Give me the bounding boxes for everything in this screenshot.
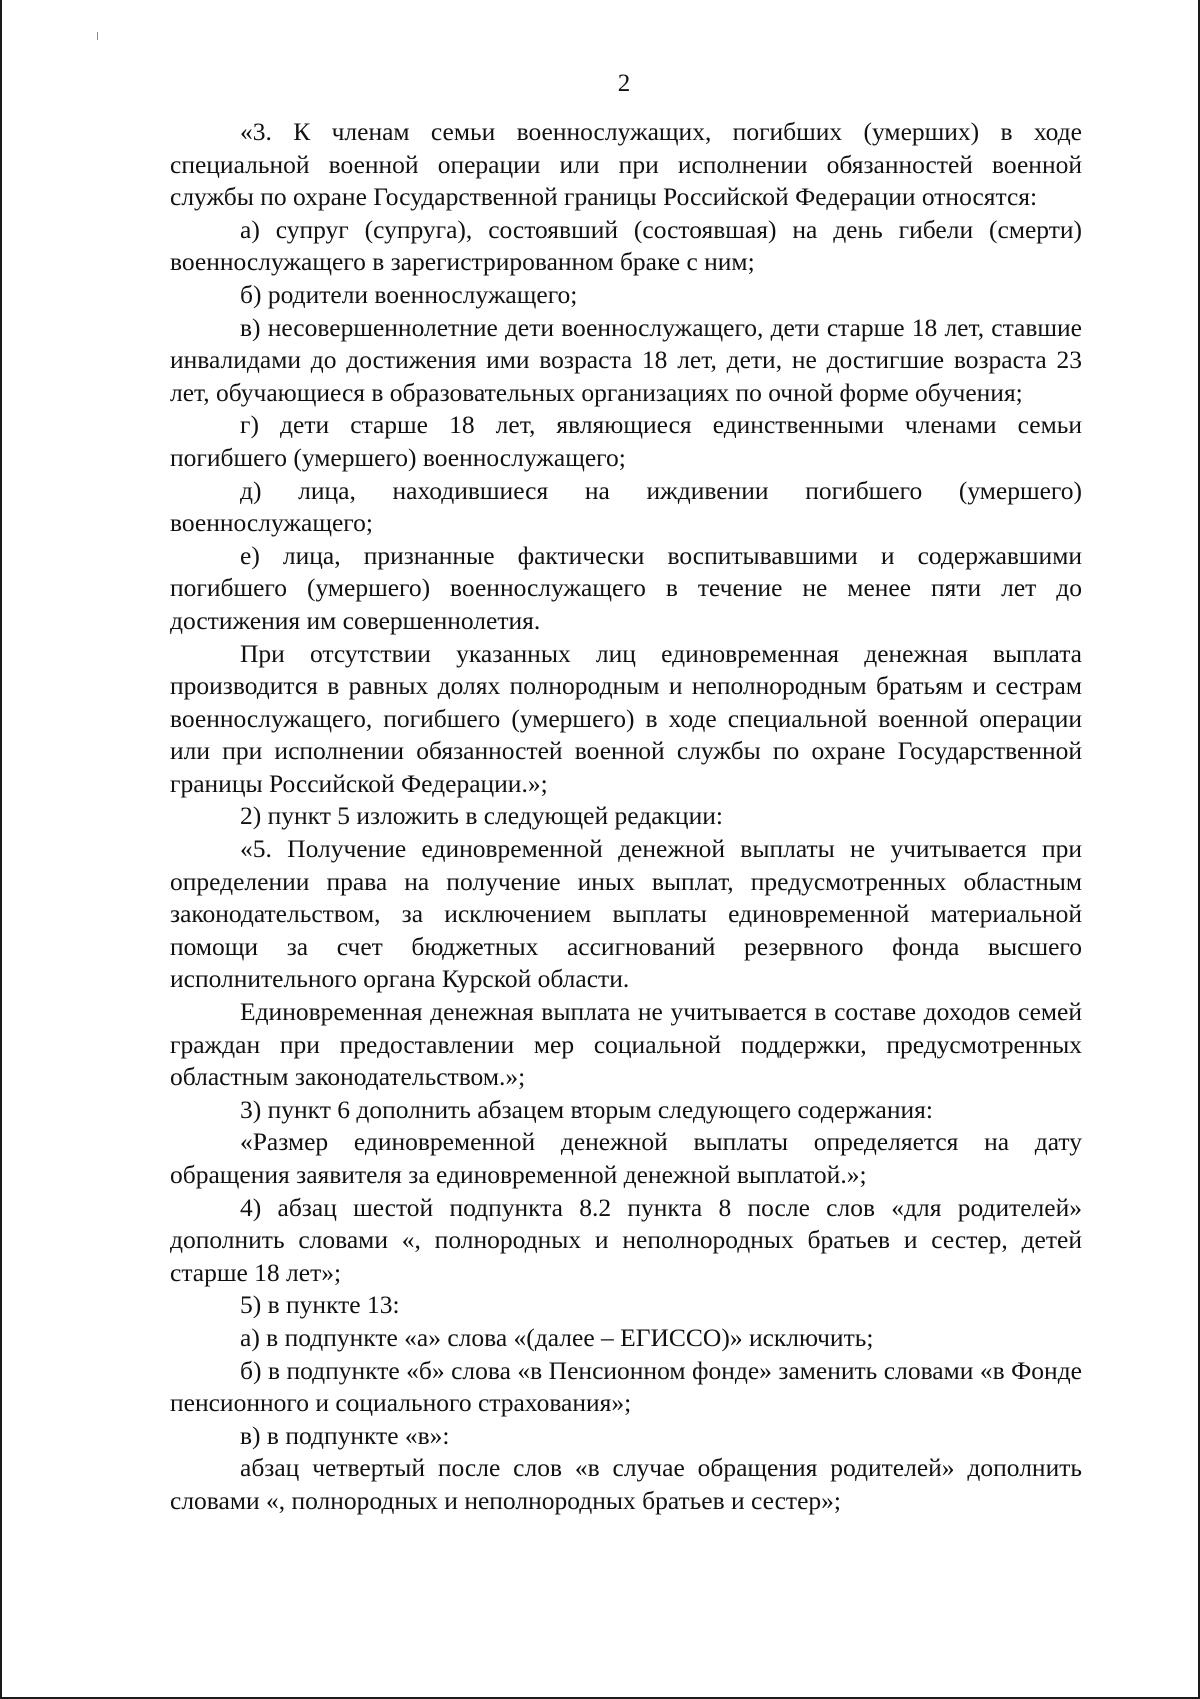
paragraph-siblings: При отсутствии указанных лиц единовременная денежная выплата производится в равных долях полнородным и неполнородным братьям и сестрам военнослужащего, погибшего (умершего) в ходе специальной военной операции или при исполнении обязанностей военной службы по охране Государственной границы Российской Федерации.»; (170, 638, 1082, 798)
document-body (170, 116, 1082, 1518)
paragraph-item-d-dependents: д) лица, находившиеся на иждивении погибшего (умершего) военнослужащего; (170, 475, 1082, 538)
paragraph-item-v-children: в) несовершеннолетние дети военнослужащего, дети старше 18 лет, ставшие инвалидами до достижения ими возраста 18 лет, дети, не достигшие возраста 23 лет, обучающиеся в образовательных организациях по очной форме обучения; (170, 312, 1082, 407)
paragraph-amend-5-v: в) в подпункте «в»: (240, 1420, 450, 1450)
paragraph-amend-5: 5) в пункте 13: (240, 1290, 400, 1320)
paragraph-clause-6-size: «Размер единовременной денежной выплаты определяется на дату обращения заявителя за единовременной денежной выплатой.»; (170, 1127, 1082, 1189)
paragraph-amend-5-a: а) в подпункте «а» слова «(далее – ЕГИССО)» исключить; (240, 1322, 874, 1352)
paragraph-amend-3: 3) пункт 6 дополнить абзацем вторым следующего содержания: (240, 1094, 933, 1124)
scan-edge-left (0, 0, 2, 1699)
paragraph-amend-5-b: б) в подпункте «б» слова «в Пенсионном фонде» заменить словами «в Фонде пенсионного и социального страхования»; (170, 1355, 1082, 1418)
paragraph-item-a-spouse: а) супруг (супруга), состоявший (состоявшая) на день гибели (смерти) военнослужащего в зарегистрированном браке с ним; (170, 214, 1082, 277)
paragraph-item-e-guardians: е) лица, признанные фактически воспитывавшими и содержавшими погибшего (умершего) военнослужащего в течение не менее пяти лет до достижения им совершеннолетия. (170, 540, 1082, 635)
page-number: 2 (617, 70, 631, 97)
paragraph-item-b-parents: б) родители военнослужащего; (240, 279, 578, 309)
scan-mark (97, 32, 98, 40)
paragraph-clause-3-intro: «3. К членам семьи военнослужащих, погибших (умерших) в ходе специальной военной операции или при исполнении обязанностей военной службы по охране Государственной границы Российской Федерации относятся: (170, 117, 1082, 212)
paragraph-amend-5-v-fourth: абзац четвертый после слов «в случае обращения родителей» дополнить словами «, полнородных и неполнородных братьев и сестер»; (170, 1453, 1082, 1515)
paragraph-amend-2: 2) пункт 5 изложить в следующей редакции: (240, 801, 723, 831)
paragraph-clause-5: «5. Получение единовременной денежной выплаты не учитывается при определении права на получение иных выплат, предусмотренных областным законодательством, за исключением выплаты единовременной материальной помощи за счет бюджетных ассигнований резервного фонда высшего исполнительного органа Курской области. (170, 834, 1082, 994)
paragraph-amend-4: 4) абзац шестой подпункта 8.2 пункта 8 после слов «для родителей» дополнить словами «, полнородных и неполнородных братьев и сестер, детей старше 18 лет»; (170, 1192, 1082, 1287)
paragraph-item-g-adult-children: г) дети старше 18 лет, являющиеся единственными членами семьи погибшего (умершего) военнослужащего; (170, 410, 1082, 472)
paragraph-clause-5-income: Единовременная денежная выплата не учитывается в составе доходов семей граждан при предоставлении мер социальной поддержки, предусмотренных областным законодательством.»; (170, 997, 1082, 1092)
